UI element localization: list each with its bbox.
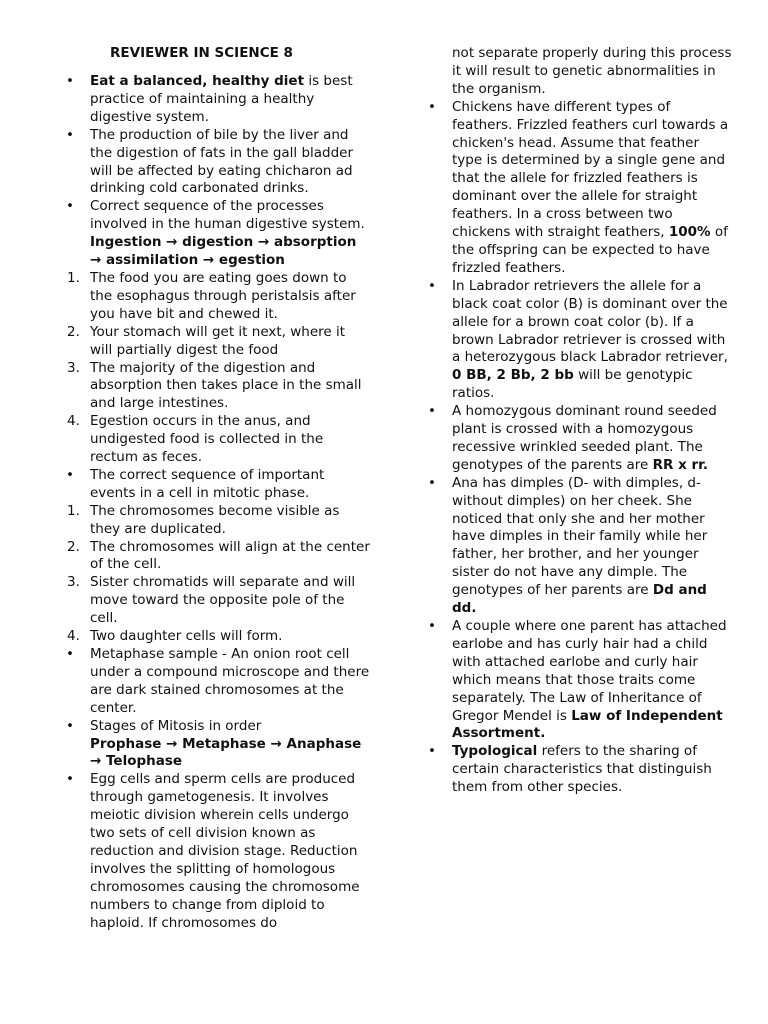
item-text: Your stomach will get it next, where it will partially digest the food bbox=[90, 323, 346, 358]
list-item bbox=[422, 743, 732, 797]
item-number: 4. bbox=[67, 413, 80, 430]
bullet-icon: • bbox=[66, 717, 74, 734]
bullet-icon: • bbox=[66, 73, 74, 89]
numbered-item bbox=[60, 360, 370, 414]
numbered-item bbox=[60, 413, 370, 467]
bullet-icon: • bbox=[428, 474, 436, 491]
bullet-icon: • bbox=[428, 743, 436, 760]
item-number: 2. bbox=[67, 538, 80, 555]
item-bold-text: RR x rr. bbox=[652, 456, 709, 473]
bullet-icon: • bbox=[66, 198, 74, 215]
item-number: 3. bbox=[67, 574, 80, 591]
item-bold-text: Typological bbox=[452, 743, 538, 760]
item-bold-text: 0 BB, 2 Bb, 2 bb bbox=[452, 367, 574, 384]
list-item bbox=[60, 467, 370, 503]
item-text: Metaphase sample - An onion root cell under a compound microscope and there are dark stained chromosomes at the center. bbox=[90, 646, 370, 716]
item-text: A homozygous dominant round seeded plant is crossed with a homozygous recessive wrinkled seeded plant. The genotypes of the parents are bbox=[452, 403, 717, 473]
item-bold-text: 100% bbox=[668, 224, 711, 241]
list-item bbox=[422, 278, 732, 403]
item-number: 1. bbox=[67, 269, 80, 286]
list-item bbox=[422, 99, 732, 278]
item-number: 4. bbox=[67, 628, 80, 645]
item-text: The chromosomes will align at the center of the cell. bbox=[90, 538, 370, 573]
item-text: Sister chromatids will separate and will move toward the opposite pole of the cell. bbox=[90, 574, 356, 627]
numbered-item bbox=[60, 628, 370, 646]
document-title: REVIEWER IN SCIENCE 8 bbox=[110, 45, 293, 61]
numbered-item bbox=[60, 324, 370, 360]
item-number: 1. bbox=[67, 502, 80, 519]
bullet-icon: • bbox=[428, 277, 436, 294]
bullet-icon: • bbox=[66, 126, 74, 143]
item-text: will be genotypic ratios. bbox=[452, 367, 693, 402]
item-number: 2. bbox=[67, 323, 80, 340]
item-number: 3. bbox=[67, 359, 80, 376]
list-item bbox=[422, 618, 732, 743]
list-item bbox=[422, 475, 732, 618]
item-text: of the offspring can be expected to have frizzled feathers. bbox=[452, 224, 728, 276]
list-item bbox=[60, 771, 370, 932]
numbered-item bbox=[60, 270, 370, 324]
right-column bbox=[422, 45, 732, 797]
item-text: The food you are eating goes down to the esophagus through peristalsis after you have bit and chewed it. bbox=[90, 269, 356, 322]
item-bold-text: Law of Independent Assortment. bbox=[452, 707, 723, 742]
list-item bbox=[60, 718, 370, 736]
item-text: The production of bile by the liver and the digestion of fats in the gall bladder will be affected by eating chicharon ad drinking cold carbonated drinks. bbox=[90, 126, 354, 197]
bullet-icon: • bbox=[66, 771, 74, 788]
numbered-item bbox=[60, 503, 370, 539]
item-text: The chromosomes become visible as they are duplicated. bbox=[90, 502, 340, 537]
list-item bbox=[60, 73, 370, 127]
item-text: Correct sequence of the processes involved in the human digestive system. bbox=[90, 198, 365, 233]
digestion-sequence: Ingestion → digestion → absorption → assimilation → egestion bbox=[90, 234, 357, 269]
item-bold-text: Eat a balanced, healthy diet bbox=[90, 73, 305, 89]
bullet-icon: • bbox=[428, 618, 436, 634]
item-text: Chickens have different types of feathers. Frizzled feathers curl towards a chicken's head. Assume that feather type is determined by a single gene and that the allele for frizzled feathers is dominant over the allele for straight feathers. In a cross between two chickens with straight feathers, bbox=[452, 98, 729, 241]
item-text: Stages of Mitosis in order bbox=[90, 717, 262, 734]
item-text: Two daughter cells will form. bbox=[90, 628, 283, 645]
list-item bbox=[60, 127, 370, 199]
continued-text: not separate properly during this process it will result to genetic abnormalities in the organism. bbox=[452, 45, 732, 97]
left-column bbox=[60, 73, 370, 933]
item-text: A couple where one parent has attached earlobe and has curly hair had a child with attached earlobe and curly hair which means that those traits come separately. The Law of Inheritance of Gregor Mendel is bbox=[452, 618, 727, 724]
item-text: The correct sequence of important events in a cell in mitotic phase. bbox=[90, 466, 325, 501]
list-item bbox=[422, 403, 732, 475]
bullet-icon: • bbox=[66, 646, 74, 662]
item-text: refers to the sharing of certain characteristics that distinguish them from other species. bbox=[452, 743, 712, 796]
item-text: Egestion occurs in the anus, and undigested food is collected in the rectum as feces. bbox=[90, 413, 324, 466]
bullet-icon: • bbox=[428, 98, 436, 115]
numbered-item bbox=[60, 539, 370, 575]
list-item bbox=[60, 646, 370, 718]
numbered-item bbox=[60, 574, 370, 628]
item-text: Ana has dimples (D- with dimples, d- without dimples) on her cheek. She noticed that only she and her mother have dimples in their family while her father, her brother, and her younger sister do not have any dimple. The genotypes of her parents are bbox=[452, 474, 708, 599]
mitosis-sequence: Prophase → Metaphase → Anaphase → Telophase bbox=[90, 735, 362, 770]
bullet-icon: • bbox=[428, 403, 436, 420]
item-text: Egg cells and sperm cells are produced through gametogenesis. It involves meiotic division wherein cells undergo two sets of cell division known as reduction and division stage. Reduction involves the splitting of homologous chromosomes causing the chromosome numbers to change from diploid to haploid. If chromosomes do bbox=[90, 771, 360, 931]
list-item bbox=[60, 198, 370, 234]
item-bold-text: Dd and dd. bbox=[452, 582, 707, 617]
item-text: In Labrador retrievers the allele for a black coat color (B) is dominant over the allele for a brown coat color (b). If a brown Labrador retriever is crossed with a heterozygous black Labrador retriever, bbox=[452, 277, 728, 366]
item-text: The majority of the digestion and absorption then takes place in the small and large intestines. bbox=[90, 359, 362, 412]
bullet-icon: • bbox=[66, 466, 74, 483]
item-text: is best practice of maintaining a healthy digestive system. bbox=[90, 73, 353, 125]
